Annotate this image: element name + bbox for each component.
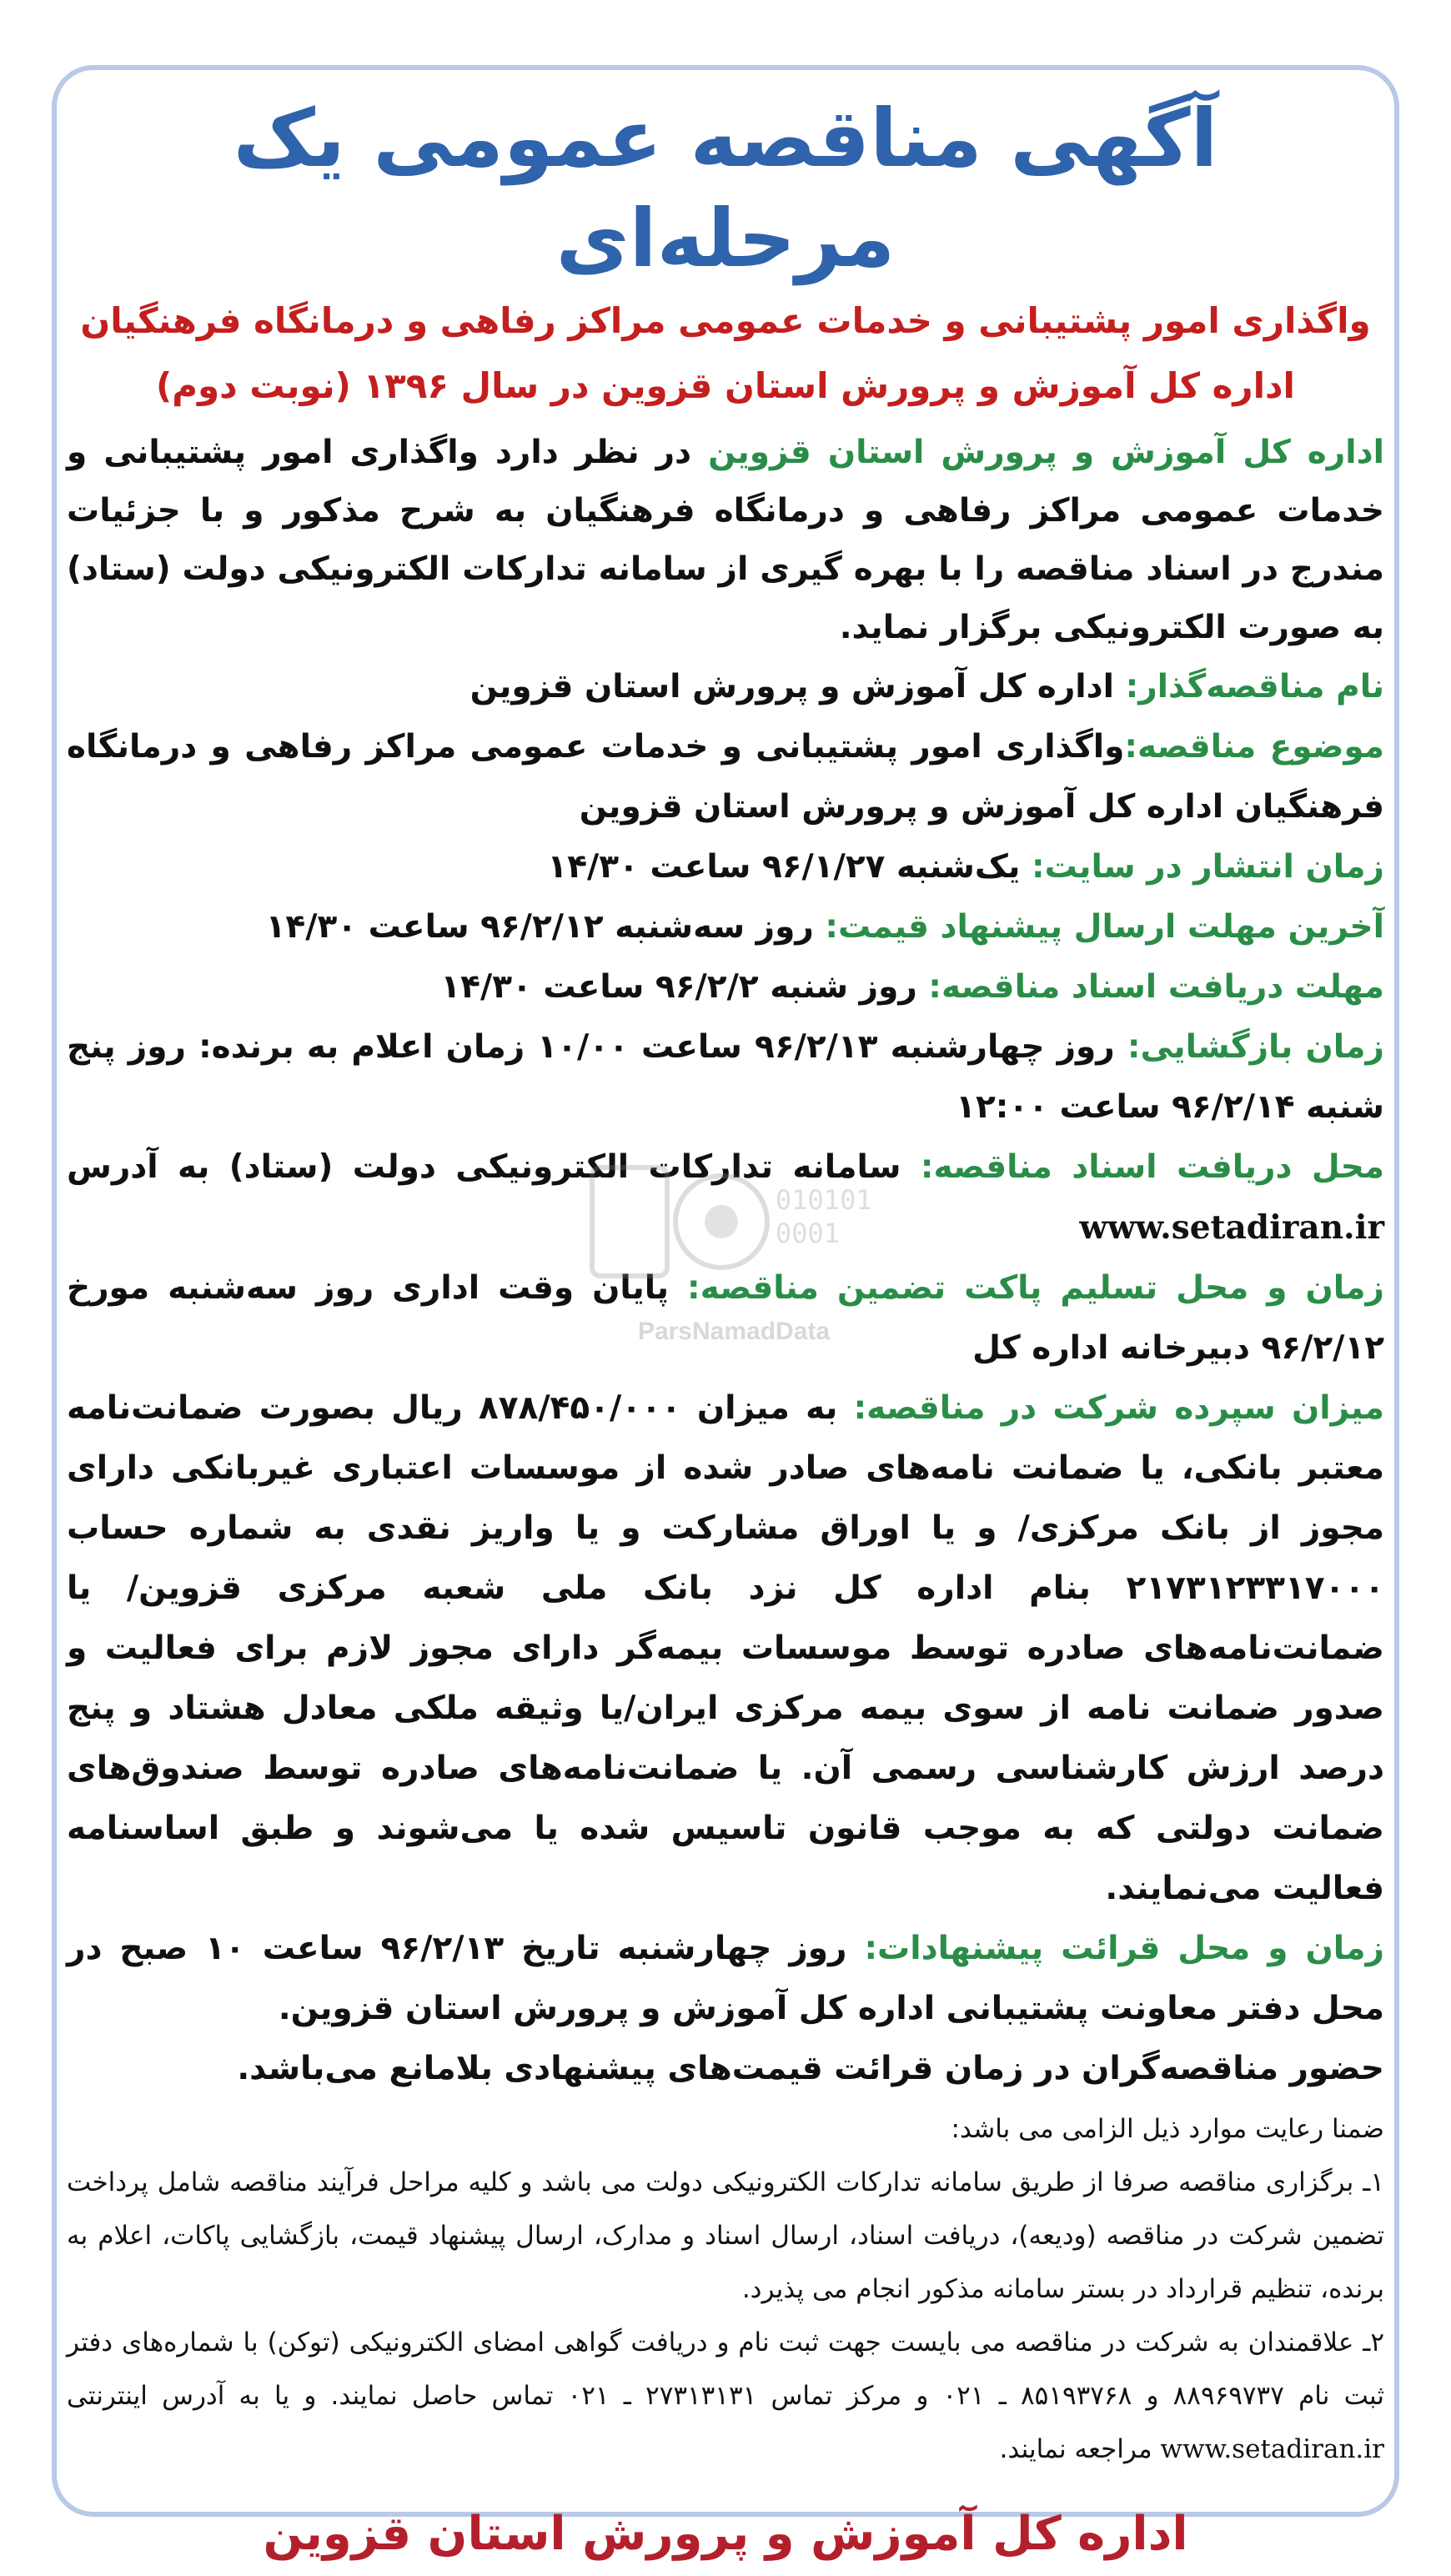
guarantee-label: زمان و محل تسلیم پاکت تضمین مناقصه: bbox=[687, 1269, 1384, 1307]
notice-content bbox=[67, 80, 1384, 2576]
deposit-row bbox=[67, 1378, 1384, 1919]
deadline-label: آخرین مهلت ارسال پیشنهاد قیمت: bbox=[825, 908, 1384, 946]
subtitle-line-1: واگذاری امور پشتیبانی و خدمات عمومی مراکز رفاهی و درمانگاه فرهنگیان bbox=[80, 300, 1371, 341]
deposit-label: میزان سپرده شرکت در مناقصه: bbox=[853, 1389, 1384, 1427]
subtitle-line-2: اداره کل آموزش و پرورش استان قزوین در سال ۱۳۹۶ (نوبت دوم) bbox=[156, 365, 1295, 406]
opening-value: روز چهارشنبه ۹۶/۲/۱۳ ساعت ۱۰/۰۰ زمان اعلام به برنده: روز پنج شنبه ۹۶/۲/۱۴ ساعت ۱۲:۰۰ bbox=[67, 1028, 1384, 1126]
svg-text:0001: 0001 bbox=[776, 1218, 841, 1249]
docs-place-label: محل دریافت اسناد مناقصه: bbox=[920, 1148, 1384, 1186]
organizer-label: نام مناقصه‌گذار: bbox=[1125, 668, 1384, 706]
note-2-text-b: مراجعه نمایند. bbox=[999, 2434, 1161, 2464]
docs-deadline-label: مهلت دریافت اسناد مناقصه: bbox=[928, 968, 1384, 1006]
docs-deadline-value: روز شنبه ۹۶/۲/۲ ساعت ۱۴/۳۰ bbox=[440, 968, 929, 1006]
intro-org: اداره کل آموزش و پرورش استان قزوین bbox=[708, 434, 1384, 471]
note-2-link[interactable]: www.setadiran.ir bbox=[1160, 2434, 1384, 2464]
organizer-value: اداره کل آموزش و پرورش استان قزوین bbox=[469, 668, 1126, 706]
note-2 bbox=[67, 2316, 1384, 2476]
publish-row bbox=[67, 837, 1384, 897]
docs-deadline-row bbox=[67, 957, 1384, 1017]
note-2-text-a: ۲ـ علاقمندان به شرکت در مناقصه می بایست جهت ثبت نام و دریافت گواهی امضای الکترونیکی (توکن) با شماره‌های دفتر ثبت نام ۸۸۹۶۹۷۳۷ و ۸۵۱۹۳۷۶۸ ـ ۰۲۱ و مرکز تماس ۲۷۳۱۳۱۳۱ ـ ۰۲۱ تماس حاصل نمایند. و یا به آدرس اینترنتی bbox=[67, 2327, 1384, 2411]
note-1: ۱ـ برگزاری مناقصه صرفا از طریق سامانه تدارکات الکترونیکی دولت می باشد و کلیه مراحل فرآیند مناقصه شامل پرداخت تضمین شرکت در مناقصه (ودیعه)، دریافت اسناد، ارسال اسناد و مدارک، ارسال پیشنهاد قیمت، بازگشایی پاکات، اعلام به برنده، تنظیم قرارداد در بستر سامانه مذکور انجام می پذیرد. bbox=[67, 2167, 1384, 2304]
guarantee-row bbox=[67, 1258, 1384, 1378]
deadline-value: روز سه‌شنبه ۹۶/۲/۱۲ ساعت ۱۴/۳۰ bbox=[265, 908, 826, 946]
docs-place-link[interactable]: www.setadiran.ir bbox=[1079, 1208, 1384, 1247]
footer-org: اداره کل آموزش و پرورش استان قزوین bbox=[263, 2507, 1188, 2561]
opening-row bbox=[67, 1017, 1384, 1137]
subject-row bbox=[67, 717, 1384, 837]
deposit-value: به میزان ۸۷۸/۴۵۰/۰۰۰ ریال بصورت ضمانت‌نامه معتبر بانکی، یا ضمانت نامه‌های صادر شده از موسسات اعتباری غیربانکی دارای مجوز از بانک مرکزی/ و یا اوراق مشارکت و یا واریز نقدی به شماره حساب ۲۱۷۳۱۲۳۳۱۷۰۰۰ بنام اداره کل نزد بانک ملی شعبه مرکزی قزوین/ یا ضمانت‌نامه‌های صادره توسط موسسات بیمه‌گر دارای مجوز لازم برای فعالیت و صدور ضمانت نامه از سوی بیمه مرکزی ایران/یا وثیقه ملکی معادل هشتاد و پنج درصد ارزش کارشناسی رسمی آن. یا ضمانت‌نامه‌های صادره توسط صندوق‌های ضمانت دولتی که به موجب قانون تاسیس شده یا می‌شوند و طبق اساسنامه فعالیت می‌نمایند. bbox=[67, 1389, 1384, 1907]
reading-label: زمان و محل قرائت پیشنهادات: bbox=[864, 1930, 1384, 1967]
guarantee-value: پایان وقت اداری روز سه‌شنبه مورخ ۹۶/۲/۱۲ دبیرخانه اداره کل bbox=[67, 1269, 1384, 1367]
notice-title: آگهی مناقصه عمومی یک مرحله‌ای bbox=[233, 92, 1218, 285]
opening-label: زمان بازگشایی: bbox=[1127, 1028, 1385, 1066]
subject-label: موضوع مناقصه: bbox=[1124, 728, 1384, 766]
publish-label: زمان انتشار در سایت: bbox=[1032, 848, 1384, 886]
notes-intro: ضمنا رعایت موارد ذیل الزامی می باشد: bbox=[951, 2114, 1384, 2144]
deadline-row bbox=[67, 897, 1384, 957]
docs-place-value: سامانه تدارکات الکترونیکی دولت (ستاد) به آدرس bbox=[67, 1148, 921, 1186]
attendance-text: حضور مناقصه‌گران در زمان قرائت قیمت‌های پیشنهادی بلامانع می‌باشد. bbox=[237, 2050, 1384, 2087]
reading-row bbox=[67, 1919, 1384, 2039]
reading-value: روز چهارشنبه تاریخ ۹۶/۲/۱۳ ساعت ۱۰ صبح در محل دفتر معاونت پشتیبانی اداره کل آموزش و پرورش استان قزوین. bbox=[67, 1930, 1384, 2027]
intro-paragraph bbox=[67, 424, 1384, 657]
watermark-binary: 010101 bbox=[776, 1184, 872, 1216]
watermark-text: ParsNamadData bbox=[637, 1318, 831, 1345]
organizer-row bbox=[67, 657, 1384, 717]
intro-text: در نظر دارد واگذاری امور پشتیبانی و خدمات عمومی مراکز رفاهی و درمانگاه فرهنگیان به شرح مذکور و با جزئیات مندرج در اسناد مناقصه را با بهره گیری از سامانه تدارکات الکترونیکی دولت (ستاد) به صورت الکترونیکی برگزار نماید. bbox=[67, 434, 1384, 646]
docs-place-row bbox=[67, 1137, 1384, 1258]
subject-value: واگذاری امور پشتیبانی و خدمات عمومی مراکز رفاهی و درمانگاه فرهنگیان اداره کل آموزش و پرورش استان قزوین bbox=[67, 728, 1384, 826]
publish-value: یک‌شنبه ۹۶/۱/۲۷ ساعت ۱۴/۳۰ bbox=[547, 848, 1032, 886]
